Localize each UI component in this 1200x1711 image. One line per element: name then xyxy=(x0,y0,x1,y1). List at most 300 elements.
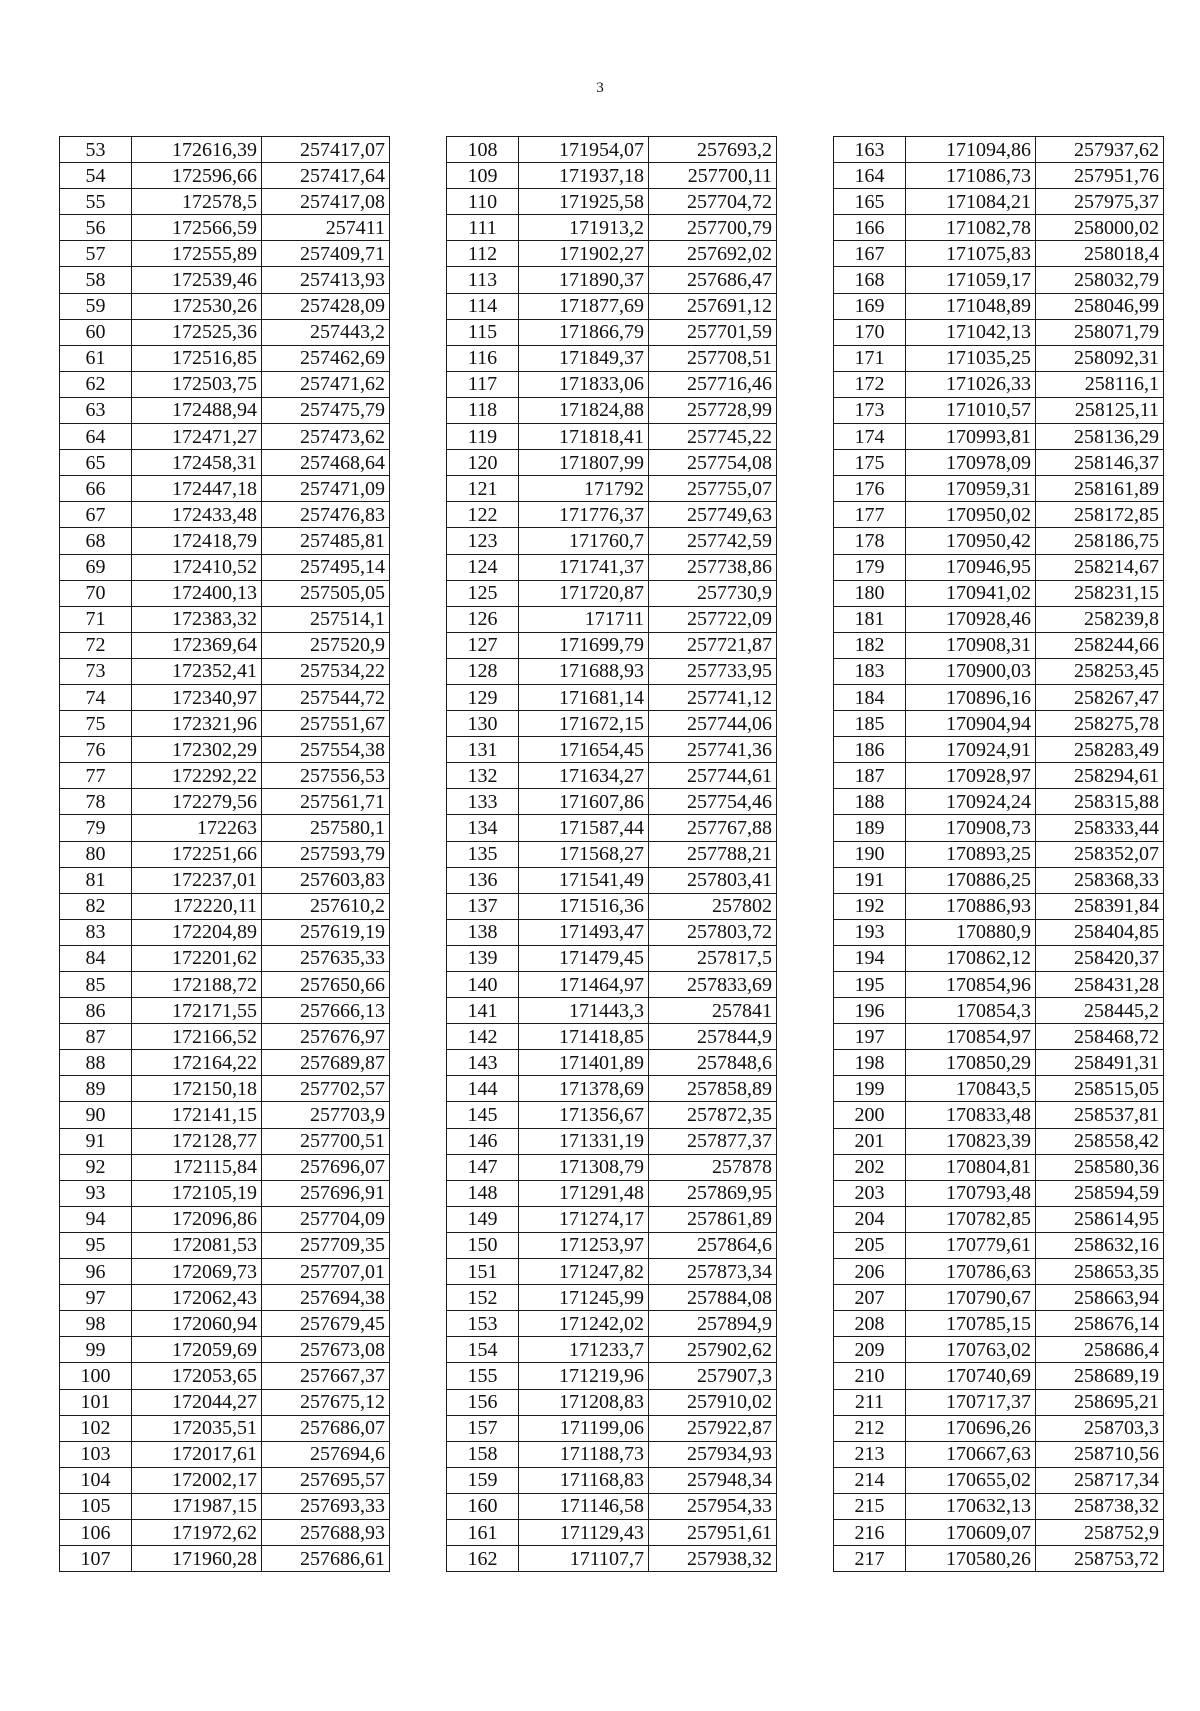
y-coordinate-cell: 258018,4 xyxy=(1036,241,1164,267)
x-coordinate-cell: 172383,32 xyxy=(132,606,262,632)
point-number-cell: 75 xyxy=(60,711,132,737)
table-row xyxy=(447,528,777,554)
y-coordinate-cell: 258267,47 xyxy=(1036,684,1164,710)
x-coordinate-cell: 171107,7 xyxy=(519,1546,649,1572)
y-coordinate-cell: 257741,36 xyxy=(649,737,777,763)
table-row xyxy=(834,1311,1164,1337)
point-number-cell: 105 xyxy=(60,1493,132,1519)
table-row xyxy=(447,658,777,684)
y-coordinate-cell: 257462,69 xyxy=(262,345,390,371)
x-coordinate-cell: 171331,19 xyxy=(519,1128,649,1154)
point-number-cell: 195 xyxy=(834,972,906,998)
table-row xyxy=(834,841,1164,867)
y-coordinate-cell: 257694,38 xyxy=(262,1285,390,1311)
y-coordinate-cell: 257738,86 xyxy=(649,554,777,580)
point-number-cell: 59 xyxy=(60,293,132,319)
x-coordinate-cell: 171418,85 xyxy=(519,1024,649,1050)
y-coordinate-cell: 258391,84 xyxy=(1036,893,1164,919)
point-number-cell: 180 xyxy=(834,580,906,606)
y-coordinate-cell: 257691,12 xyxy=(649,293,777,319)
y-coordinate-cell: 257593,79 xyxy=(262,841,390,867)
point-number-cell: 131 xyxy=(447,737,519,763)
table-row xyxy=(447,841,777,867)
x-coordinate-cell: 170880,9 xyxy=(906,919,1036,945)
table-row xyxy=(834,972,1164,998)
point-number-cell: 174 xyxy=(834,424,906,450)
table-row xyxy=(447,450,777,476)
y-coordinate-cell: 257910,02 xyxy=(649,1389,777,1415)
x-coordinate-cell: 172418,79 xyxy=(132,528,262,554)
y-coordinate-cell: 257872,35 xyxy=(649,1102,777,1128)
point-number-cell: 93 xyxy=(60,1180,132,1206)
y-coordinate-cell: 258653,35 xyxy=(1036,1259,1164,1285)
table-row xyxy=(60,345,390,371)
table-row xyxy=(834,1024,1164,1050)
y-coordinate-cell: 257767,88 xyxy=(649,815,777,841)
x-coordinate-cell: 170850,29 xyxy=(906,1050,1036,1076)
table-row xyxy=(834,1050,1164,1076)
table-row xyxy=(834,1363,1164,1389)
table-row xyxy=(447,1206,777,1232)
y-coordinate-cell: 257580,1 xyxy=(262,815,390,841)
point-number-cell: 214 xyxy=(834,1467,906,1493)
table-row xyxy=(834,893,1164,919)
table-row xyxy=(60,1285,390,1311)
table-row xyxy=(834,1259,1164,1285)
x-coordinate-cell: 170785,15 xyxy=(906,1311,1036,1337)
x-coordinate-cell: 171274,17 xyxy=(519,1206,649,1232)
point-number-cell: 215 xyxy=(834,1493,906,1519)
table-row xyxy=(447,893,777,919)
y-coordinate-cell: 257884,08 xyxy=(649,1285,777,1311)
point-number-cell: 206 xyxy=(834,1259,906,1285)
x-coordinate-cell: 170823,39 xyxy=(906,1128,1036,1154)
x-coordinate-cell: 170786,63 xyxy=(906,1259,1036,1285)
x-coordinate-cell: 172471,27 xyxy=(132,424,262,450)
table-row xyxy=(447,1389,777,1415)
point-number-cell: 68 xyxy=(60,528,132,554)
y-coordinate-cell: 257561,71 xyxy=(262,789,390,815)
y-coordinate-cell: 257413,93 xyxy=(262,267,390,293)
x-coordinate-cell: 172105,19 xyxy=(132,1180,262,1206)
point-number-cell: 185 xyxy=(834,711,906,737)
x-coordinate-cell: 172410,52 xyxy=(132,554,262,580)
table-row xyxy=(834,606,1164,632)
x-coordinate-cell: 171807,99 xyxy=(519,450,649,476)
table-row xyxy=(60,241,390,267)
point-number-cell: 153 xyxy=(447,1311,519,1337)
table-row xyxy=(834,789,1164,815)
point-number-cell: 202 xyxy=(834,1154,906,1180)
point-number-cell: 71 xyxy=(60,606,132,632)
table-row xyxy=(447,267,777,293)
table-row xyxy=(447,293,777,319)
table-row xyxy=(60,528,390,554)
point-number-cell: 171 xyxy=(834,345,906,371)
x-coordinate-cell: 172069,73 xyxy=(132,1259,262,1285)
table-row xyxy=(834,241,1164,267)
x-coordinate-cell: 170696,26 xyxy=(906,1415,1036,1441)
y-coordinate-cell: 257703,9 xyxy=(262,1102,390,1128)
x-coordinate-cell: 170893,25 xyxy=(906,841,1036,867)
x-coordinate-cell: 171035,25 xyxy=(906,345,1036,371)
y-coordinate-cell: 257696,07 xyxy=(262,1154,390,1180)
point-number-cell: 98 xyxy=(60,1311,132,1337)
point-number-cell: 198 xyxy=(834,1050,906,1076)
table-row xyxy=(60,137,390,163)
table-row xyxy=(447,1546,777,1572)
point-number-cell: 151 xyxy=(447,1259,519,1285)
x-coordinate-cell: 172340,97 xyxy=(132,684,262,710)
y-coordinate-cell: 257902,62 xyxy=(649,1337,777,1363)
x-coordinate-cell: 170924,91 xyxy=(906,737,1036,763)
point-number-cell: 82 xyxy=(60,893,132,919)
point-number-cell: 211 xyxy=(834,1389,906,1415)
x-coordinate-cell: 172081,53 xyxy=(132,1232,262,1258)
y-coordinate-cell: 257495,14 xyxy=(262,554,390,580)
table-row xyxy=(447,1519,777,1545)
y-coordinate-cell: 258580,36 xyxy=(1036,1154,1164,1180)
point-number-cell: 76 xyxy=(60,737,132,763)
x-coordinate-cell: 172566,59 xyxy=(132,215,262,241)
point-number-cell: 157 xyxy=(447,1415,519,1441)
y-coordinate-cell: 257471,09 xyxy=(262,476,390,502)
y-coordinate-cell: 257666,13 xyxy=(262,998,390,1024)
point-number-cell: 199 xyxy=(834,1076,906,1102)
y-coordinate-cell: 258239,8 xyxy=(1036,606,1164,632)
y-coordinate-cell: 257742,59 xyxy=(649,528,777,554)
y-coordinate-cell: 257556,53 xyxy=(262,763,390,789)
point-number-cell: 65 xyxy=(60,450,132,476)
y-coordinate-cell: 258676,14 xyxy=(1036,1311,1164,1337)
x-coordinate-cell: 171568,27 xyxy=(519,841,649,867)
x-coordinate-cell: 171059,17 xyxy=(906,267,1036,293)
table-row xyxy=(834,293,1164,319)
point-number-cell: 160 xyxy=(447,1493,519,1519)
point-number-cell: 161 xyxy=(447,1519,519,1545)
table-row xyxy=(834,1285,1164,1311)
table-row xyxy=(60,1076,390,1102)
point-number-cell: 212 xyxy=(834,1415,906,1441)
point-number-cell: 72 xyxy=(60,632,132,658)
y-coordinate-cell: 257877,37 xyxy=(649,1128,777,1154)
y-coordinate-cell: 257975,37 xyxy=(1036,189,1164,215)
point-number-cell: 132 xyxy=(447,763,519,789)
point-number-cell: 102 xyxy=(60,1415,132,1441)
table-row xyxy=(60,1206,390,1232)
x-coordinate-cell: 170896,16 xyxy=(906,684,1036,710)
x-coordinate-cell: 171634,27 xyxy=(519,763,649,789)
table-row xyxy=(60,945,390,971)
table-row xyxy=(447,1180,777,1206)
y-coordinate-cell: 257754,46 xyxy=(649,789,777,815)
x-coordinate-cell: 170908,73 xyxy=(906,815,1036,841)
table-row xyxy=(447,1285,777,1311)
table-row xyxy=(60,1259,390,1285)
y-coordinate-cell: 257610,2 xyxy=(262,893,390,919)
point-number-cell: 121 xyxy=(447,476,519,502)
y-coordinate-cell: 258294,61 xyxy=(1036,763,1164,789)
point-number-cell: 92 xyxy=(60,1154,132,1180)
table-row xyxy=(447,919,777,945)
point-number-cell: 77 xyxy=(60,763,132,789)
x-coordinate-cell: 172596,66 xyxy=(132,163,262,189)
table-row xyxy=(60,502,390,528)
table-row xyxy=(447,711,777,737)
table-row xyxy=(834,345,1164,371)
point-number-cell: 114 xyxy=(447,293,519,319)
y-coordinate-cell: 257788,21 xyxy=(649,841,777,867)
y-coordinate-cell: 257411 xyxy=(262,215,390,241)
y-coordinate-cell: 257514,1 xyxy=(262,606,390,632)
point-number-cell: 107 xyxy=(60,1546,132,1572)
y-coordinate-cell: 257700,51 xyxy=(262,1128,390,1154)
x-coordinate-cell: 172369,64 xyxy=(132,632,262,658)
y-coordinate-cell: 257544,72 xyxy=(262,684,390,710)
point-number-cell: 216 xyxy=(834,1519,906,1545)
y-coordinate-cell: 257841 xyxy=(649,998,777,1024)
table-row xyxy=(60,267,390,293)
x-coordinate-cell: 170941,02 xyxy=(906,580,1036,606)
point-number-cell: 81 xyxy=(60,867,132,893)
x-coordinate-cell: 171233,7 xyxy=(519,1337,649,1363)
point-number-cell: 152 xyxy=(447,1285,519,1311)
point-number-cell: 111 xyxy=(447,215,519,241)
x-coordinate-cell: 172044,27 xyxy=(132,1389,262,1415)
table-row xyxy=(60,1415,390,1441)
table-row xyxy=(447,632,777,658)
point-number-cell: 120 xyxy=(447,450,519,476)
table-row xyxy=(834,1102,1164,1128)
x-coordinate-cell: 170900,03 xyxy=(906,658,1036,684)
x-coordinate-cell: 170886,25 xyxy=(906,867,1036,893)
x-coordinate-cell: 171356,67 xyxy=(519,1102,649,1128)
table-row xyxy=(834,658,1164,684)
y-coordinate-cell: 258738,32 xyxy=(1036,1493,1164,1519)
x-coordinate-cell: 170804,81 xyxy=(906,1154,1036,1180)
y-coordinate-cell: 258253,45 xyxy=(1036,658,1164,684)
y-coordinate-cell: 258537,81 xyxy=(1036,1102,1164,1128)
point-number-cell: 57 xyxy=(60,241,132,267)
x-coordinate-cell: 171219,96 xyxy=(519,1363,649,1389)
point-number-cell: 130 xyxy=(447,711,519,737)
table-row xyxy=(60,606,390,632)
point-number-cell: 79 xyxy=(60,815,132,841)
point-number-cell: 191 xyxy=(834,867,906,893)
point-number-cell: 154 xyxy=(447,1337,519,1363)
x-coordinate-cell: 170580,26 xyxy=(906,1546,1036,1572)
table-row xyxy=(60,424,390,450)
table-row xyxy=(447,1415,777,1441)
x-coordinate-cell: 172578,5 xyxy=(132,189,262,215)
point-number-cell: 181 xyxy=(834,606,906,632)
table-row xyxy=(447,1232,777,1258)
point-number-cell: 148 xyxy=(447,1180,519,1206)
x-coordinate-cell: 172096,86 xyxy=(132,1206,262,1232)
x-coordinate-cell: 170904,94 xyxy=(906,711,1036,737)
y-coordinate-cell: 257409,71 xyxy=(262,241,390,267)
table-row xyxy=(60,789,390,815)
table-row xyxy=(60,737,390,763)
y-coordinate-cell: 257848,6 xyxy=(649,1050,777,1076)
x-coordinate-cell: 171902,27 xyxy=(519,241,649,267)
point-number-cell: 155 xyxy=(447,1363,519,1389)
point-number-cell: 187 xyxy=(834,763,906,789)
point-number-cell: 182 xyxy=(834,632,906,658)
point-number-cell: 140 xyxy=(447,972,519,998)
point-number-cell: 167 xyxy=(834,241,906,267)
y-coordinate-cell: 258368,33 xyxy=(1036,867,1164,893)
y-coordinate-cell: 258515,05 xyxy=(1036,1076,1164,1102)
point-number-cell: 78 xyxy=(60,789,132,815)
table-row xyxy=(447,1102,777,1128)
x-coordinate-cell: 171890,37 xyxy=(519,267,649,293)
point-number-cell: 172 xyxy=(834,371,906,397)
y-coordinate-cell: 257728,99 xyxy=(649,397,777,423)
table-row xyxy=(447,397,777,423)
table-row xyxy=(60,215,390,241)
point-number-cell: 97 xyxy=(60,1285,132,1311)
x-coordinate-cell: 172150,18 xyxy=(132,1076,262,1102)
table-row xyxy=(834,319,1164,345)
point-number-cell: 142 xyxy=(447,1024,519,1050)
x-coordinate-cell: 170993,81 xyxy=(906,424,1036,450)
y-coordinate-cell: 258420,37 xyxy=(1036,945,1164,971)
x-coordinate-cell: 170609,07 xyxy=(906,1519,1036,1545)
point-number-cell: 204 xyxy=(834,1206,906,1232)
y-coordinate-cell: 258275,78 xyxy=(1036,711,1164,737)
x-coordinate-cell: 170793,48 xyxy=(906,1180,1036,1206)
point-number-cell: 177 xyxy=(834,502,906,528)
table-row xyxy=(447,972,777,998)
x-coordinate-cell: 171086,73 xyxy=(906,163,1036,189)
y-coordinate-cell: 257922,87 xyxy=(649,1415,777,1441)
table-row xyxy=(60,763,390,789)
x-coordinate-cell: 172060,94 xyxy=(132,1311,262,1337)
x-coordinate-cell: 172530,26 xyxy=(132,293,262,319)
y-coordinate-cell: 258315,88 xyxy=(1036,789,1164,815)
x-coordinate-cell: 170843,5 xyxy=(906,1076,1036,1102)
x-coordinate-cell: 172220,11 xyxy=(132,893,262,919)
point-number-cell: 166 xyxy=(834,215,906,241)
point-number-cell: 125 xyxy=(447,580,519,606)
y-coordinate-cell: 258231,15 xyxy=(1036,580,1164,606)
y-coordinate-cell: 258116,1 xyxy=(1036,371,1164,397)
table-row xyxy=(834,1415,1164,1441)
point-number-cell: 66 xyxy=(60,476,132,502)
y-coordinate-cell: 257686,07 xyxy=(262,1415,390,1441)
x-coordinate-cell: 170763,02 xyxy=(906,1337,1036,1363)
point-number-cell: 189 xyxy=(834,815,906,841)
y-coordinate-cell: 258491,31 xyxy=(1036,1050,1164,1076)
point-number-cell: 150 xyxy=(447,1232,519,1258)
table-row xyxy=(447,1311,777,1337)
table-row xyxy=(447,1024,777,1050)
point-number-cell: 61 xyxy=(60,345,132,371)
table-row xyxy=(834,737,1164,763)
x-coordinate-cell: 171672,15 xyxy=(519,711,649,737)
y-coordinate-cell: 257864,6 xyxy=(649,1232,777,1258)
table-row xyxy=(834,945,1164,971)
point-number-cell: 96 xyxy=(60,1259,132,1285)
y-coordinate-cell: 257468,64 xyxy=(262,450,390,476)
x-coordinate-cell: 171654,45 xyxy=(519,737,649,763)
point-number-cell: 112 xyxy=(447,241,519,267)
y-coordinate-cell: 257686,47 xyxy=(649,267,777,293)
point-number-cell: 95 xyxy=(60,1232,132,1258)
point-number-cell: 179 xyxy=(834,554,906,580)
point-number-cell: 109 xyxy=(447,163,519,189)
table-row xyxy=(447,215,777,241)
x-coordinate-cell: 170946,95 xyxy=(906,554,1036,580)
x-coordinate-cell: 171607,86 xyxy=(519,789,649,815)
x-coordinate-cell: 170782,85 xyxy=(906,1206,1036,1232)
x-coordinate-cell: 171253,97 xyxy=(519,1232,649,1258)
point-number-cell: 69 xyxy=(60,554,132,580)
point-number-cell: 133 xyxy=(447,789,519,815)
point-number-cell: 145 xyxy=(447,1102,519,1128)
table-row xyxy=(834,1180,1164,1206)
x-coordinate-cell: 171493,47 xyxy=(519,919,649,945)
point-number-cell: 209 xyxy=(834,1337,906,1363)
table-row xyxy=(60,1337,390,1363)
table-row xyxy=(834,424,1164,450)
table-row xyxy=(60,1102,390,1128)
y-coordinate-cell: 257869,95 xyxy=(649,1180,777,1206)
point-number-cell: 86 xyxy=(60,998,132,1024)
point-number-cell: 165 xyxy=(834,189,906,215)
point-number-cell: 85 xyxy=(60,972,132,998)
x-coordinate-cell: 172115,84 xyxy=(132,1154,262,1180)
x-coordinate-cell: 171378,69 xyxy=(519,1076,649,1102)
table-row xyxy=(447,1076,777,1102)
x-coordinate-cell: 171208,83 xyxy=(519,1389,649,1415)
point-number-cell: 138 xyxy=(447,919,519,945)
table-row xyxy=(60,1180,390,1206)
x-coordinate-cell: 171129,43 xyxy=(519,1519,649,1545)
x-coordinate-cell: 172164,22 xyxy=(132,1050,262,1076)
y-coordinate-cell: 257443,2 xyxy=(262,319,390,345)
y-coordinate-cell: 257693,33 xyxy=(262,1493,390,1519)
table-row xyxy=(834,763,1164,789)
point-number-cell: 141 xyxy=(447,998,519,1024)
y-coordinate-cell: 258686,4 xyxy=(1036,1337,1164,1363)
table-row xyxy=(447,345,777,371)
y-coordinate-cell: 257520,9 xyxy=(262,632,390,658)
table-row xyxy=(60,1519,390,1545)
table-row xyxy=(60,293,390,319)
coordinates-table-2 xyxy=(446,136,777,1572)
y-coordinate-cell: 257679,45 xyxy=(262,1311,390,1337)
table-row xyxy=(60,580,390,606)
point-number-cell: 137 xyxy=(447,893,519,919)
table-row xyxy=(447,1337,777,1363)
x-coordinate-cell: 172251,66 xyxy=(132,841,262,867)
table-row xyxy=(447,789,777,815)
y-coordinate-cell: 257802 xyxy=(649,893,777,919)
point-number-cell: 190 xyxy=(834,841,906,867)
point-number-cell: 115 xyxy=(447,319,519,345)
y-coordinate-cell: 257695,57 xyxy=(262,1467,390,1493)
point-number-cell: 210 xyxy=(834,1363,906,1389)
table-row xyxy=(834,528,1164,554)
y-coordinate-cell: 257554,38 xyxy=(262,737,390,763)
y-coordinate-cell: 258092,31 xyxy=(1036,345,1164,371)
table-row xyxy=(447,815,777,841)
table-row xyxy=(60,684,390,710)
x-coordinate-cell: 170950,02 xyxy=(906,502,1036,528)
x-coordinate-cell: 172128,77 xyxy=(132,1128,262,1154)
